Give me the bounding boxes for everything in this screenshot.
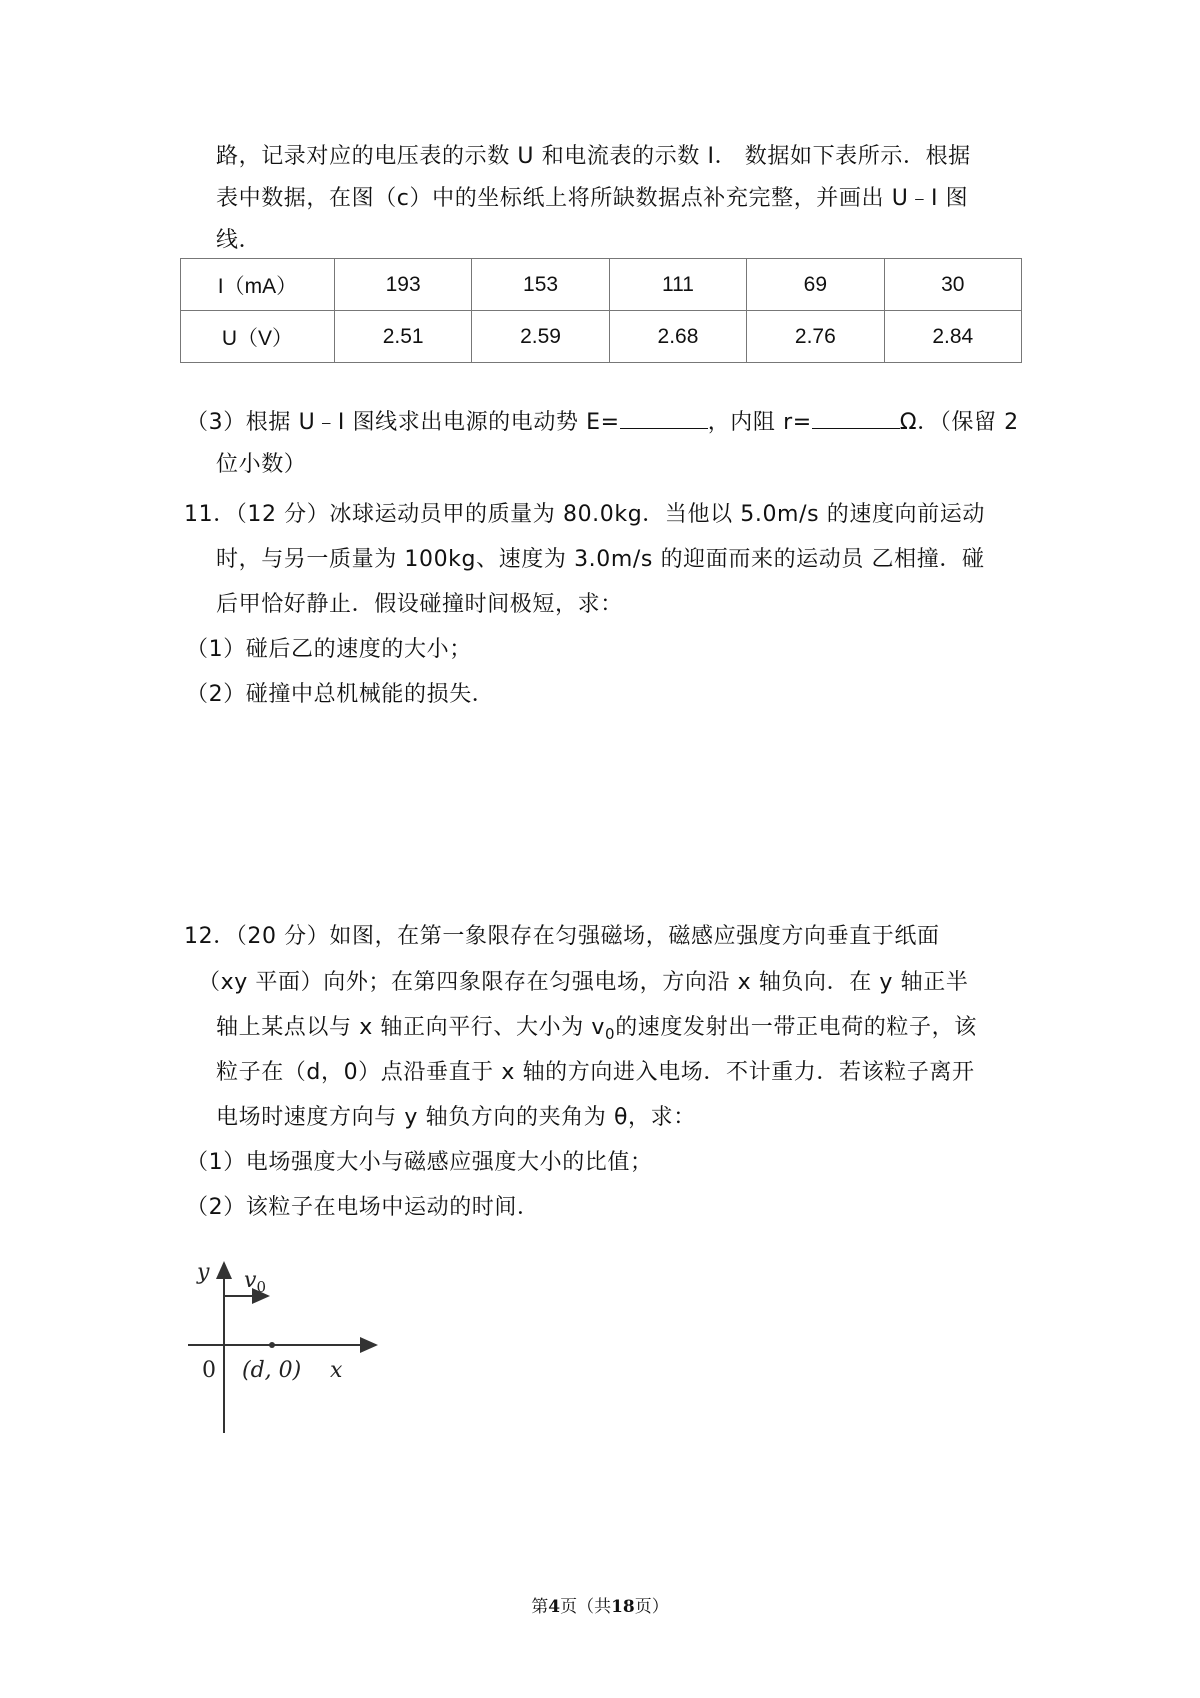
table-cell: 2.84	[884, 311, 1021, 363]
subscript: 0	[605, 1025, 616, 1043]
text-line: 线．	[216, 228, 262, 253]
coordinate-figure	[180, 1255, 380, 1435]
text-line: （xy 平面）向外；在第四象限存在匀强电场，方向沿 x 轴负向．在 y 轴正半	[198, 970, 969, 995]
question-3-line	[186, 408, 1019, 438]
question-11-title: 11．（12 分）冰球运动员甲的质量为 80.0kg．当他以 5.0m/s 的速度向前运动	[184, 502, 985, 527]
table-header-cell: I（mA）	[181, 259, 335, 311]
text-line: 表中数据，在图（c）中的坐标纸上将所缺数据点补充完整，并画出 U﹣I 图	[216, 186, 969, 211]
origin-label: 0	[202, 1358, 216, 1383]
text-line: 粒子在（d，0）点沿垂直于 x 轴的方向进入电场．不计重力．若该粒子离开	[216, 1060, 975, 1085]
table-cell: 111	[609, 259, 746, 311]
answer-blank-resistance[interactable]	[812, 410, 900, 429]
footer-prefix: 第	[531, 1597, 549, 1617]
question-12-title: 12．（20 分）如图，在第一象限存在匀强磁场，磁感应强度方向垂直于纸面	[184, 924, 940, 949]
table-cell: 2.51	[334, 311, 471, 363]
table-row	[181, 311, 1022, 363]
text-span: 轴上某点以与 x 轴正向平行、大小为 v	[216, 1015, 606, 1040]
footer-mid: 页（共	[560, 1597, 612, 1617]
table-cell: 2.59	[472, 311, 609, 363]
table-cell: 2.68	[609, 311, 746, 363]
footer-suffix: 页）	[634, 1597, 669, 1617]
point-label: (d, 0)	[242, 1358, 302, 1383]
text-line: （2）碰撞中总机械能的损失．	[186, 682, 495, 707]
table-cell: 2.76	[747, 311, 884, 363]
data-table	[180, 258, 1022, 363]
answer-blank-emf[interactable]	[620, 410, 708, 429]
text-line: 时，与另一质量为 100kg、速度为 3.0m/s 的迎面而来的运动员 乙相撞．碰	[216, 547, 985, 572]
text-line	[216, 1013, 977, 1049]
y-axis-label: y	[197, 1260, 210, 1285]
text-line: 路，记录对应的电压表的示数 U 和电流表的示数 I． 数据如下表所示．根据	[216, 144, 971, 169]
footer-page-number: 4	[548, 1597, 561, 1617]
text-span: ，内阻 r=	[707, 410, 812, 435]
text-span: Ω．（保留 2	[899, 410, 1019, 435]
v0-subscript: 0	[256, 1278, 266, 1296]
text-line: （1）电场强度大小与磁感应强度大小的比值；	[186, 1150, 653, 1175]
text-line: 位小数）	[216, 452, 307, 477]
table-cell: 153	[472, 259, 609, 311]
page-footer	[0, 1592, 1200, 1617]
footer-total-pages: 18	[611, 1597, 635, 1617]
text-span: （3）根据 U﹣I 图线求出电源的电动势 E=	[186, 410, 620, 435]
text-line: （2）该粒子在电场中运动的时间．	[186, 1195, 540, 1220]
table-header-cell: U（V）	[181, 311, 335, 363]
table-cell: 193	[334, 259, 471, 311]
table-cell: 69	[747, 259, 884, 311]
v0-label	[244, 1268, 266, 1296]
x-axis-label: x	[330, 1358, 343, 1383]
text-line: 电场时速度方向与 y 轴负方向的夹角为 θ，求：	[216, 1105, 696, 1130]
table-row	[181, 259, 1022, 311]
table-cell: 30	[884, 259, 1021, 311]
text-line: 后甲恰好静止．假设碰撞时间极短，求：	[216, 592, 623, 617]
v0-letter: v	[244, 1268, 257, 1293]
text-span: 的速度发射出一带正电荷的粒子，该	[615, 1015, 977, 1040]
text-line: （1）碰后乙的速度的大小；	[186, 637, 472, 662]
point-d	[269, 1342, 275, 1348]
